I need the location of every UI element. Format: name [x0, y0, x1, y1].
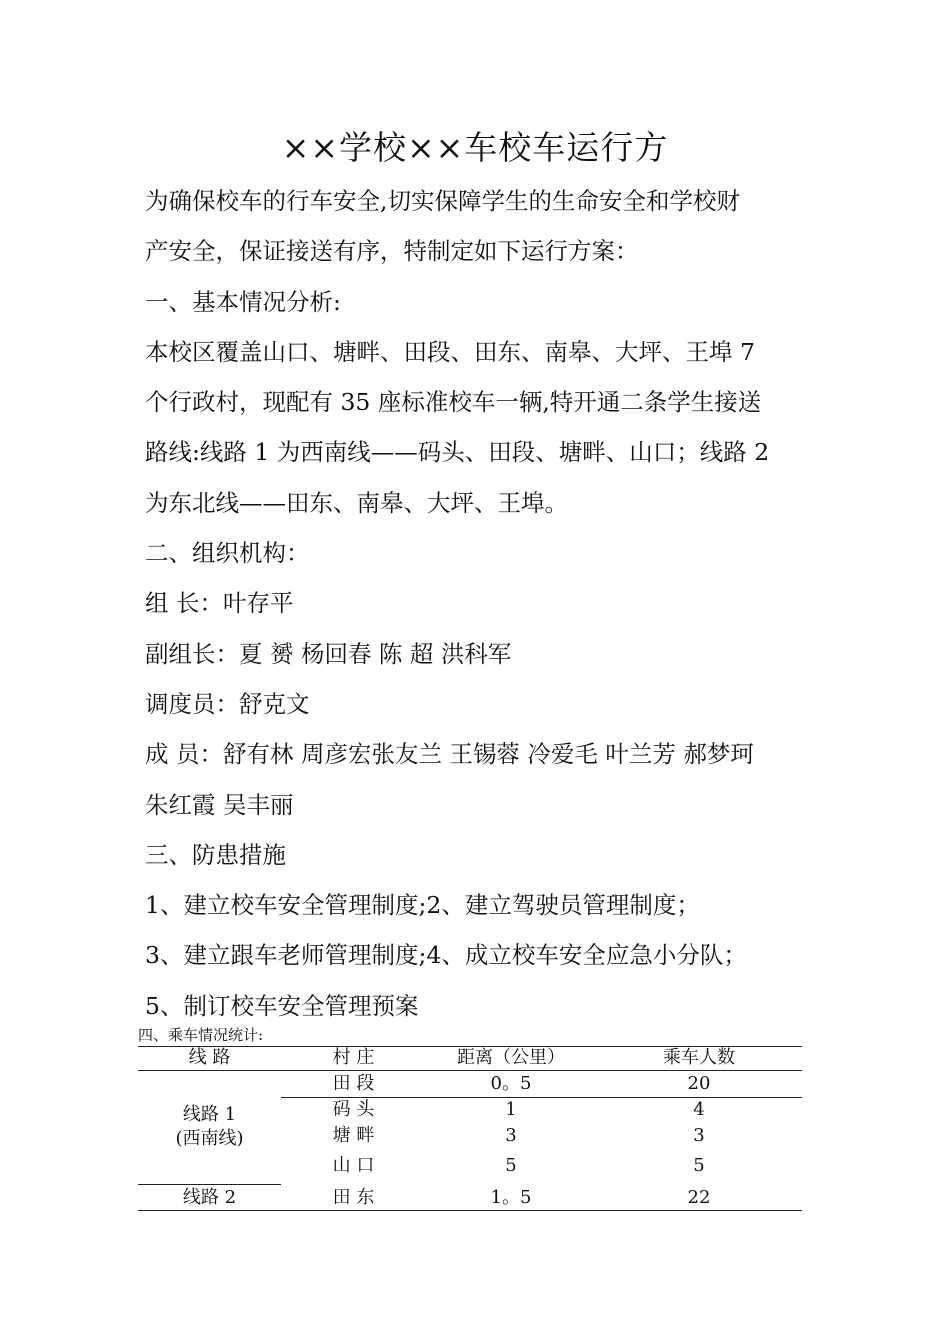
paragraph-line: 副组长：夏 赟 杨回春 陈 超 洪科军 [145, 639, 512, 668]
paragraph-line: 个行政村，现配有 35 座标准校车一辆,特开通二条学生接送 [145, 388, 762, 417]
table-cell-distance: 1 [505, 1099, 517, 1120]
route-1-desc: (西南线) [175, 1128, 244, 1149]
document-body [145, 176, 810, 1031]
table-cell-distance: 0。5 [490, 1073, 532, 1094]
route-2-name: 线路 2 [182, 1187, 237, 1208]
table-cell-village: 山 口 [332, 1155, 375, 1176]
paragraph-line: 3、建立跟车老师管理制度;4、成立校车安全应急小分队； [145, 941, 747, 970]
table-header-riders: 乘车人数 [663, 1047, 735, 1068]
table-cell-riders: 20 [687, 1073, 711, 1094]
paragraph-line: 路线:线路 1 为西南线——码头、田段、塘畔、山口；线路 2 [145, 438, 770, 467]
paragraph-line: 组 长：叶存平 [145, 589, 294, 618]
table-cell-village: 田 段 [332, 1073, 375, 1094]
paragraph-line: 产安全，保证接送有序，特制定如下运行方案： [145, 237, 639, 266]
table-header-distance: 距离（公里） [457, 1047, 565, 1068]
table-bottom-rule [138, 1210, 802, 1211]
table-header-rule [138, 1070, 802, 1071]
paragraph-line: 为东北线——田东、南皋、大坪、王埠。 [145, 488, 568, 517]
table-cell-riders: 3 [693, 1125, 705, 1146]
table-cell-distance: 1。5 [490, 1187, 532, 1208]
table-header-village: 村 庄 [332, 1047, 375, 1068]
paragraph-line: 本校区覆盖山口、塘畔、田段、田东、南皋、大坪、王埠 7 [145, 337, 755, 366]
table-cell-riders: 4 [693, 1099, 705, 1120]
paragraph-line: 1、建立校车安全管理制度;2、建立驾驶员管理制度； [145, 891, 700, 920]
paragraph-line: 成 员：舒有林 周彦宏张友兰 王锡蓉 冷爱毛 叶兰芳 郝梦珂 [145, 740, 754, 769]
section-heading: 二、组织机构： [145, 539, 310, 568]
route-1-name: 线路 1 [182, 1104, 237, 1125]
table-cell-village: 田 东 [332, 1187, 375, 1208]
paragraph-line: 调度员：舒克文 [145, 689, 310, 718]
table-cell-distance: 3 [505, 1125, 517, 1146]
table-header-route: 线 路 [188, 1047, 231, 1068]
table-caption: 四、乘车情况统计: [138, 1026, 264, 1044]
paragraph-line: 朱红霞 吴丰丽 [145, 790, 294, 819]
table-cell-riders: 5 [693, 1155, 705, 1176]
paragraph-line: 5、制订校车安全管理预案 [145, 991, 419, 1020]
document-title: ××学校××车校车运行方 [281, 128, 669, 167]
table-row-rule [281, 1097, 802, 1098]
table-cell-village: 码 头 [332, 1099, 375, 1120]
table-cell-village: 塘 畔 [332, 1125, 375, 1146]
paragraph-line: 为确保校车的行车安全,切实保障学生的生命安全和学校财 [145, 187, 740, 215]
section-heading: 一、基本情况分析: [145, 287, 341, 316]
ridership-table [138, 1046, 802, 1211]
table-cell-distance: 5 [505, 1155, 517, 1176]
table-route-rule [138, 1184, 281, 1185]
section-heading: 三、防患措施 [145, 840, 286, 869]
table-cell-riders: 22 [687, 1187, 711, 1208]
